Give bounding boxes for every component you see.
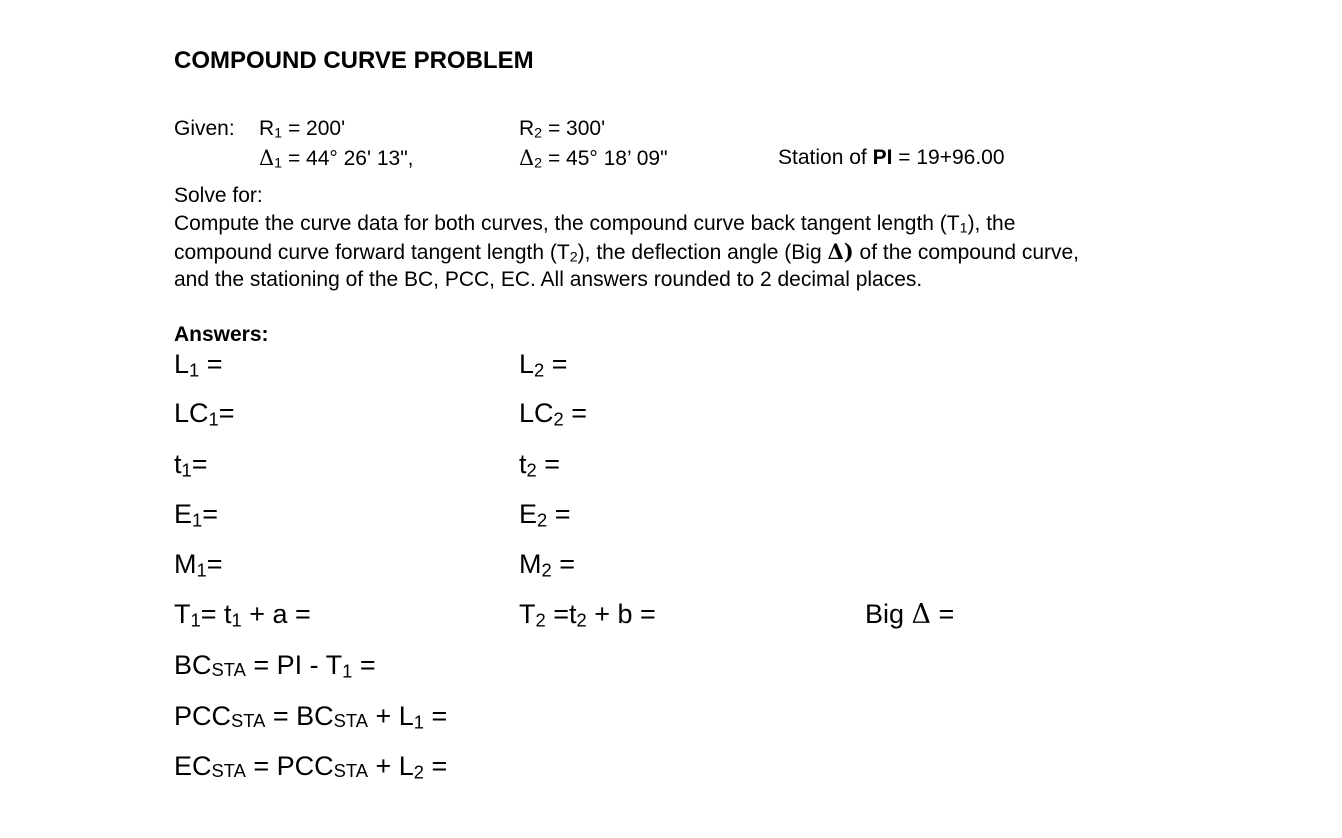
given-delta1: $\Delta_1 = 44^\circ$ 26' 13", — [259, 146, 414, 172]
given-r1: $R_1 = 200'$ — [259, 117, 346, 142]
page-title: COMPOUND CURVE PROBLEM — [174, 47, 534, 74]
solve-label: Solve for: — [174, 184, 263, 207]
answer-ec-station: $EC_{STA} = PCC_{STA} + L_2$ = — [174, 751, 448, 783]
answer-t1: $t_1=$ — [174, 449, 208, 481]
answer-l1: $L_1$ = — [174, 349, 223, 381]
given-delta2: $\Delta_2 = 45^\circ$ 18’ 09" — [519, 146, 668, 172]
solve-line-3: and the stationing of the BC, PCC, EC. All answers rounded to 2 decimal places. — [174, 268, 923, 291]
answer-lc2: $LC_2$ = — [519, 398, 588, 430]
answer-big-t2: $T_2 =t_2 + b$ = — [519, 599, 656, 631]
answer-bc-station: $BC_{STA}$ = PI - $T_1$ = — [174, 650, 376, 682]
given-label: Given: — [174, 117, 235, 140]
answer-m1: $M_1=$ — [174, 549, 223, 581]
solve-line-2: compound curve forward tangent length $(T_2)$, the deflection angle (Big Δ) of the compound curve, — [174, 239, 1080, 266]
answer-big-t1: $T_1= t_1 + a$ = — [174, 599, 311, 631]
answer-l2: $L_2$ = — [519, 349, 568, 381]
answers-heading: Answers: — [174, 323, 269, 346]
answer-e1: $E_1=$ — [174, 499, 219, 531]
answer-e2: $E_2$ = — [519, 499, 571, 531]
answer-m2: $M_2$ = — [519, 549, 575, 581]
answer-lc1: $LC_1=$ — [174, 398, 235, 430]
answer-pcc-station: $PCC_{STA} = BC_{STA} + L_1$ = — [174, 701, 448, 733]
answer-t2: $t_2$ = — [519, 449, 561, 481]
given-r2: $R_2 = 300'$ — [519, 117, 606, 142]
answer-big-delta: Big Δ = — [865, 599, 955, 630]
given-pi-station: Station of PI = 19+96.00 — [778, 146, 1005, 169]
solve-line-1: Compute the curve data for both curves, the compound curve back tangent length $(T_1)$, the — [174, 212, 1016, 237]
